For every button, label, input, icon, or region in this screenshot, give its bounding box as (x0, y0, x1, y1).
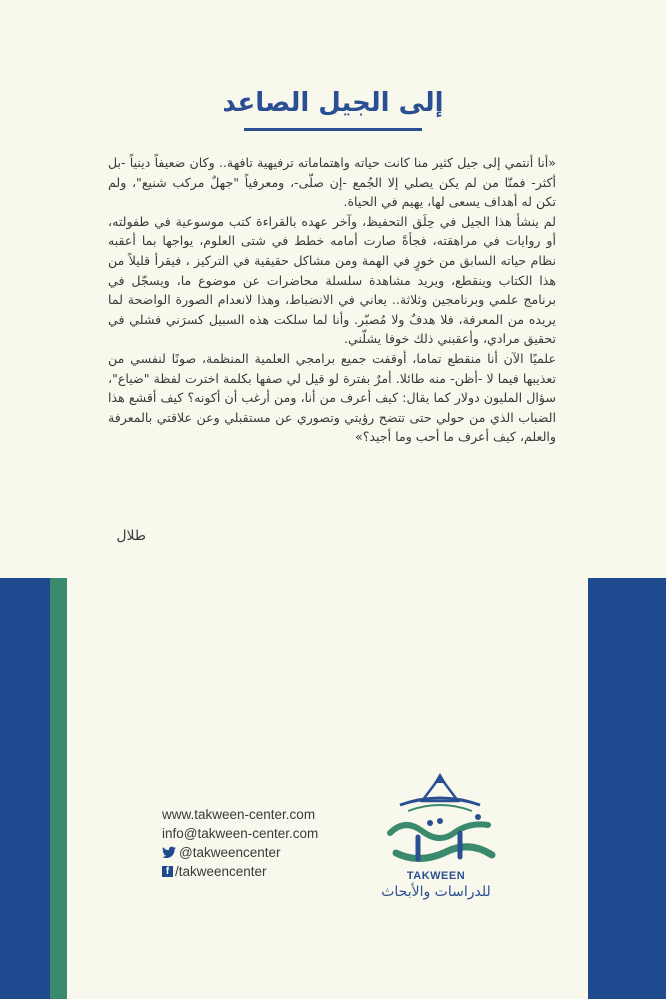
logo-name: TAKWEEN (406, 870, 466, 882)
website-link[interactable] (162, 805, 318, 824)
right-blue-stripe (588, 578, 666, 999)
signature: طلال (116, 528, 146, 544)
website-text: www.takween-center.com (162, 807, 316, 822)
facebook-icon: f (162, 866, 173, 877)
twitter-icon (162, 846, 176, 859)
page-title: إلى الجيل الصاعد (222, 88, 444, 118)
facebook-link[interactable] (162, 862, 318, 881)
twitter-link[interactable] (162, 843, 318, 862)
contact-block (162, 805, 318, 881)
title-underline (244, 128, 422, 131)
twitter-handle: @takweencenter (179, 845, 281, 860)
left-blue-stripe (0, 578, 50, 999)
bottom-band (0, 578, 666, 999)
logo-tagline: للدراسات والأبحاث (381, 884, 491, 900)
paragraph-3: علميًا الآن أنا منقطع تماما، أوقفت جميع برامجي العلمية المنظمة، صونًا لنفسي من تعذيبها فيما لا -أظن- منه طائلا. أمرٌ بفترة لو قيل لي صفها بكلمة اخترت لفظة "ضياع"، سؤال المليون دولار كما يقال: كيف أعرف من أنا، ومن أرغب أن أكونه؟ كيف أقشع هذا الضباب الذي من حولي حتى تتضح رؤيتي وتصوري عن مستقبلي وعن علاقتي بالمعرفة والعلم، كيف أعرف ما أحب وما أجيد؟» (108, 350, 556, 445)
email-link[interactable] (162, 824, 318, 843)
paragraph-1: «أنا أنتمي إلى جيل كثير منا كانت حياته واهتماماته ترفيهية تافهة.. وكان ضعيفاً دينياً -بل أكثر- فمنّا من لم يكن يصلي إلا الجُمع -إن صلّى-، ومعرفياً "جهلٌ مركب شنيع"، ولم تكن له أهداف يسعى لها، يهيم في الحياة. (108, 155, 556, 210)
facebook-handle: /takweencenter (175, 864, 267, 879)
email-text: info@takween-center.com (162, 826, 319, 841)
paragraph-2: لم ينشأ هذا الجيل في حِلَق التحفيظ، وآخر عهده بالقراءة كتب موسوعية في طفولته، أو روايات في مراهقته، فجأةً صارت أمامه خطط في شتى العلوم، يواجها بما أعقبه نظام حياته السابق من خورٍ في الهمة ومن مشاكل حقيقية في التركيز ، فيقرأ قليلاً من هذا الكتاب وينقطع، ويريد مشاهدة سلسلة محاضرات عن موضوع ما، ويسجّل في برنامج علمي وبرنامجين وثلاثة.. يعاني في الانضباط، وهذا لانعدام الصورة الواضحة لما يريده من المعرفة، فلا هدفٌ ولا مُصبّر. وأنا لما سلكت هذه السبيل كسرَني فشلي في تحقيق مرادي، وأعقبني ذلك خوفا يشلّني. (108, 213, 556, 347)
quote-body (108, 153, 556, 447)
left-green-stripe (50, 578, 67, 999)
